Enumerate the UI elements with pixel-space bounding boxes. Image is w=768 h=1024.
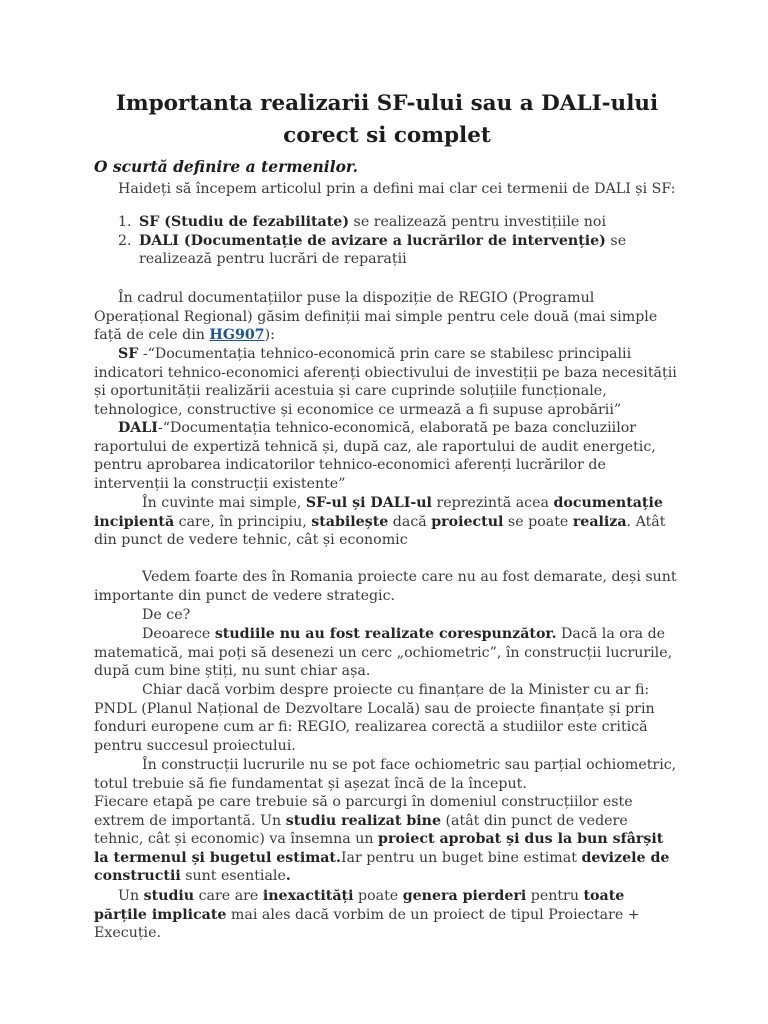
- text-run: În cuvinte mai simple,: [142, 495, 306, 511]
- regio-text-end: ):: [264, 327, 275, 344]
- regio-text: În cadrul documentațiilor puse la dispoziție de REGIO (Programul Operațional Regional) găsim definiții mai simple pentru cele două (mai simple față de cele din: [94, 290, 658, 344]
- list-term: DALI (Documentație de avizare a lucrărilor de intervenție): [139, 232, 606, 249]
- text-run: poate: [353, 888, 403, 904]
- bold-run: studiu realizat bine: [285, 812, 442, 829]
- bold-run: studiu: [143, 888, 195, 904]
- intro-paragraph: [94, 180, 680, 199]
- bold-run: toate părțile implicate: [94, 888, 625, 923]
- simple-words-paragraph: [94, 494, 680, 550]
- list-text: se realizează pentru lucrări de reparații: [139, 232, 627, 268]
- constructii-text: În construcții lucrurile nu se pot face ochiometric sau parțial ochiometric, totul trebuie să fie fundamentat și așezat încă de la început.: [94, 757, 677, 792]
- text-run: . Atât din punct de vedere tehnic, cât și economic: [94, 513, 666, 549]
- dali-definition-text: -“Documentația tehnico-economică, elaborată pe baza concluziilor raportului de expertiză tehnică și, după caz, ale raportului de audit energetic, pentru aprobarea indicatorilor tehnico-economici aferenți lucrărilor de intervenții la construcții existente”: [94, 420, 656, 492]
- chiar-text: Chiar dacă vorbim despre proiecte cu finanțare de la Minister cu ar fi: PNDL (Planul Național de Dezvoltare Locală) sau de proiecte finanțate și prin fonduri europene cum ar fi: REGIO, realizarea corectă a studiilor este critică pentru succesul proiectului.: [94, 682, 655, 754]
- dali-definition: [94, 419, 680, 493]
- text-run: dacă: [388, 513, 432, 530]
- chiar-paragraph: [94, 681, 680, 755]
- text-run: (atât din punct de vedere tehnic, cât și economic) va însemna un: [94, 812, 628, 848]
- bold-run: proiect aprobat și dus la bun sfârșit la termenul și bugetul estimat.: [94, 831, 664, 866]
- bold-run: devizele de constructii: [94, 849, 670, 885]
- page-title: Importanta realizarii SF-ului sau a DALI-ului corect si complet: [115, 91, 659, 148]
- text-run: care are: [194, 888, 263, 904]
- bold-run: proiectul: [431, 513, 504, 530]
- de-ce-paragraph: [94, 606, 680, 625]
- text-run: pentru: [526, 888, 584, 904]
- text-run: Dacă la ora de matematică, mai poți să desenezi un cerc „ochiometric”, în construcții lucrurile, după cum bine știți, nu sunt chiar așa.: [94, 626, 673, 680]
- list-term: SF (Studiu de fezabilitate): [139, 214, 350, 230]
- text-run: se poate: [503, 513, 573, 530]
- list-number: 1.: [118, 214, 132, 230]
- bold-run: documentație incipientă: [94, 495, 663, 530]
- de-ce-text: De ce?: [142, 607, 191, 623]
- list-number: 2.: [118, 232, 132, 249]
- sf-definition-text: -“Documentația tehnico-economică prin care se stabilesc principalii indicatori tehnico-economici aferenți obiectivului de investiții pe baza necesității și oportunității realizării acestuia și care cuprinde soluțiile funcționale, tehnologice, constructive și economice ce urmează a fi supuse aprobării”: [94, 346, 677, 418]
- constructii-paragraph: [94, 756, 680, 793]
- text-run: sunt esentiale: [180, 868, 286, 885]
- bold-run: SF-ul și DALI-ul: [305, 495, 432, 511]
- sf-label: SF: [118, 346, 139, 362]
- list-text: se realizează pentru investițiile noi: [349, 214, 607, 230]
- bold-run: studiile nu au fost realizate corespunzător.: [214, 626, 557, 642]
- bold-run: inexactități: [262, 888, 354, 904]
- bold-run: .: [285, 868, 291, 885]
- text-run: care, în principiu,: [174, 513, 312, 530]
- final-paragraph: [94, 887, 680, 943]
- list-item: [94, 213, 680, 232]
- bold-run: realiza: [572, 513, 627, 530]
- deoarece-paragraph: [94, 625, 680, 681]
- text-run: Un: [118, 888, 144, 904]
- bold-run: stabilește: [311, 513, 389, 530]
- text-run: reprezintă acea: [431, 495, 554, 511]
- fiecare-paragraph: [94, 793, 680, 886]
- hg907-link[interactable]: HG907: [209, 327, 265, 344]
- bold-run: genera pierderi: [402, 888, 527, 904]
- text-run: mai ales dacă vorbim de un proiect de tipul Proiectare + Execuție.: [94, 906, 640, 942]
- regio-paragraph: [94, 289, 680, 345]
- section-subtitle: O scurtă definire a termenilor.: [94, 157, 359, 176]
- text-run: Iar pentru un buget bine estimat: [340, 849, 582, 866]
- vedem-paragraph: [94, 568, 680, 605]
- list-item: [94, 232, 680, 269]
- definition-list: [94, 213, 680, 269]
- text-run: Deoarece: [142, 626, 215, 642]
- sf-definition: [94, 345, 680, 419]
- dali-label: DALI: [118, 420, 158, 436]
- vedem-text: Vedem foarte des în Romania proiecte care nu au fost demarate, deși sunt importante din punct de vedere strategic.: [94, 569, 677, 604]
- intro-text: Haideți să începem articolul prin a defini mai clar cei termenii de DALI și SF:: [118, 181, 676, 197]
- text-run: Fiecare etapă pe care trebuie să o parcurgi în domeniul construcțiilor este extrem de importantă. Un: [94, 794, 633, 829]
